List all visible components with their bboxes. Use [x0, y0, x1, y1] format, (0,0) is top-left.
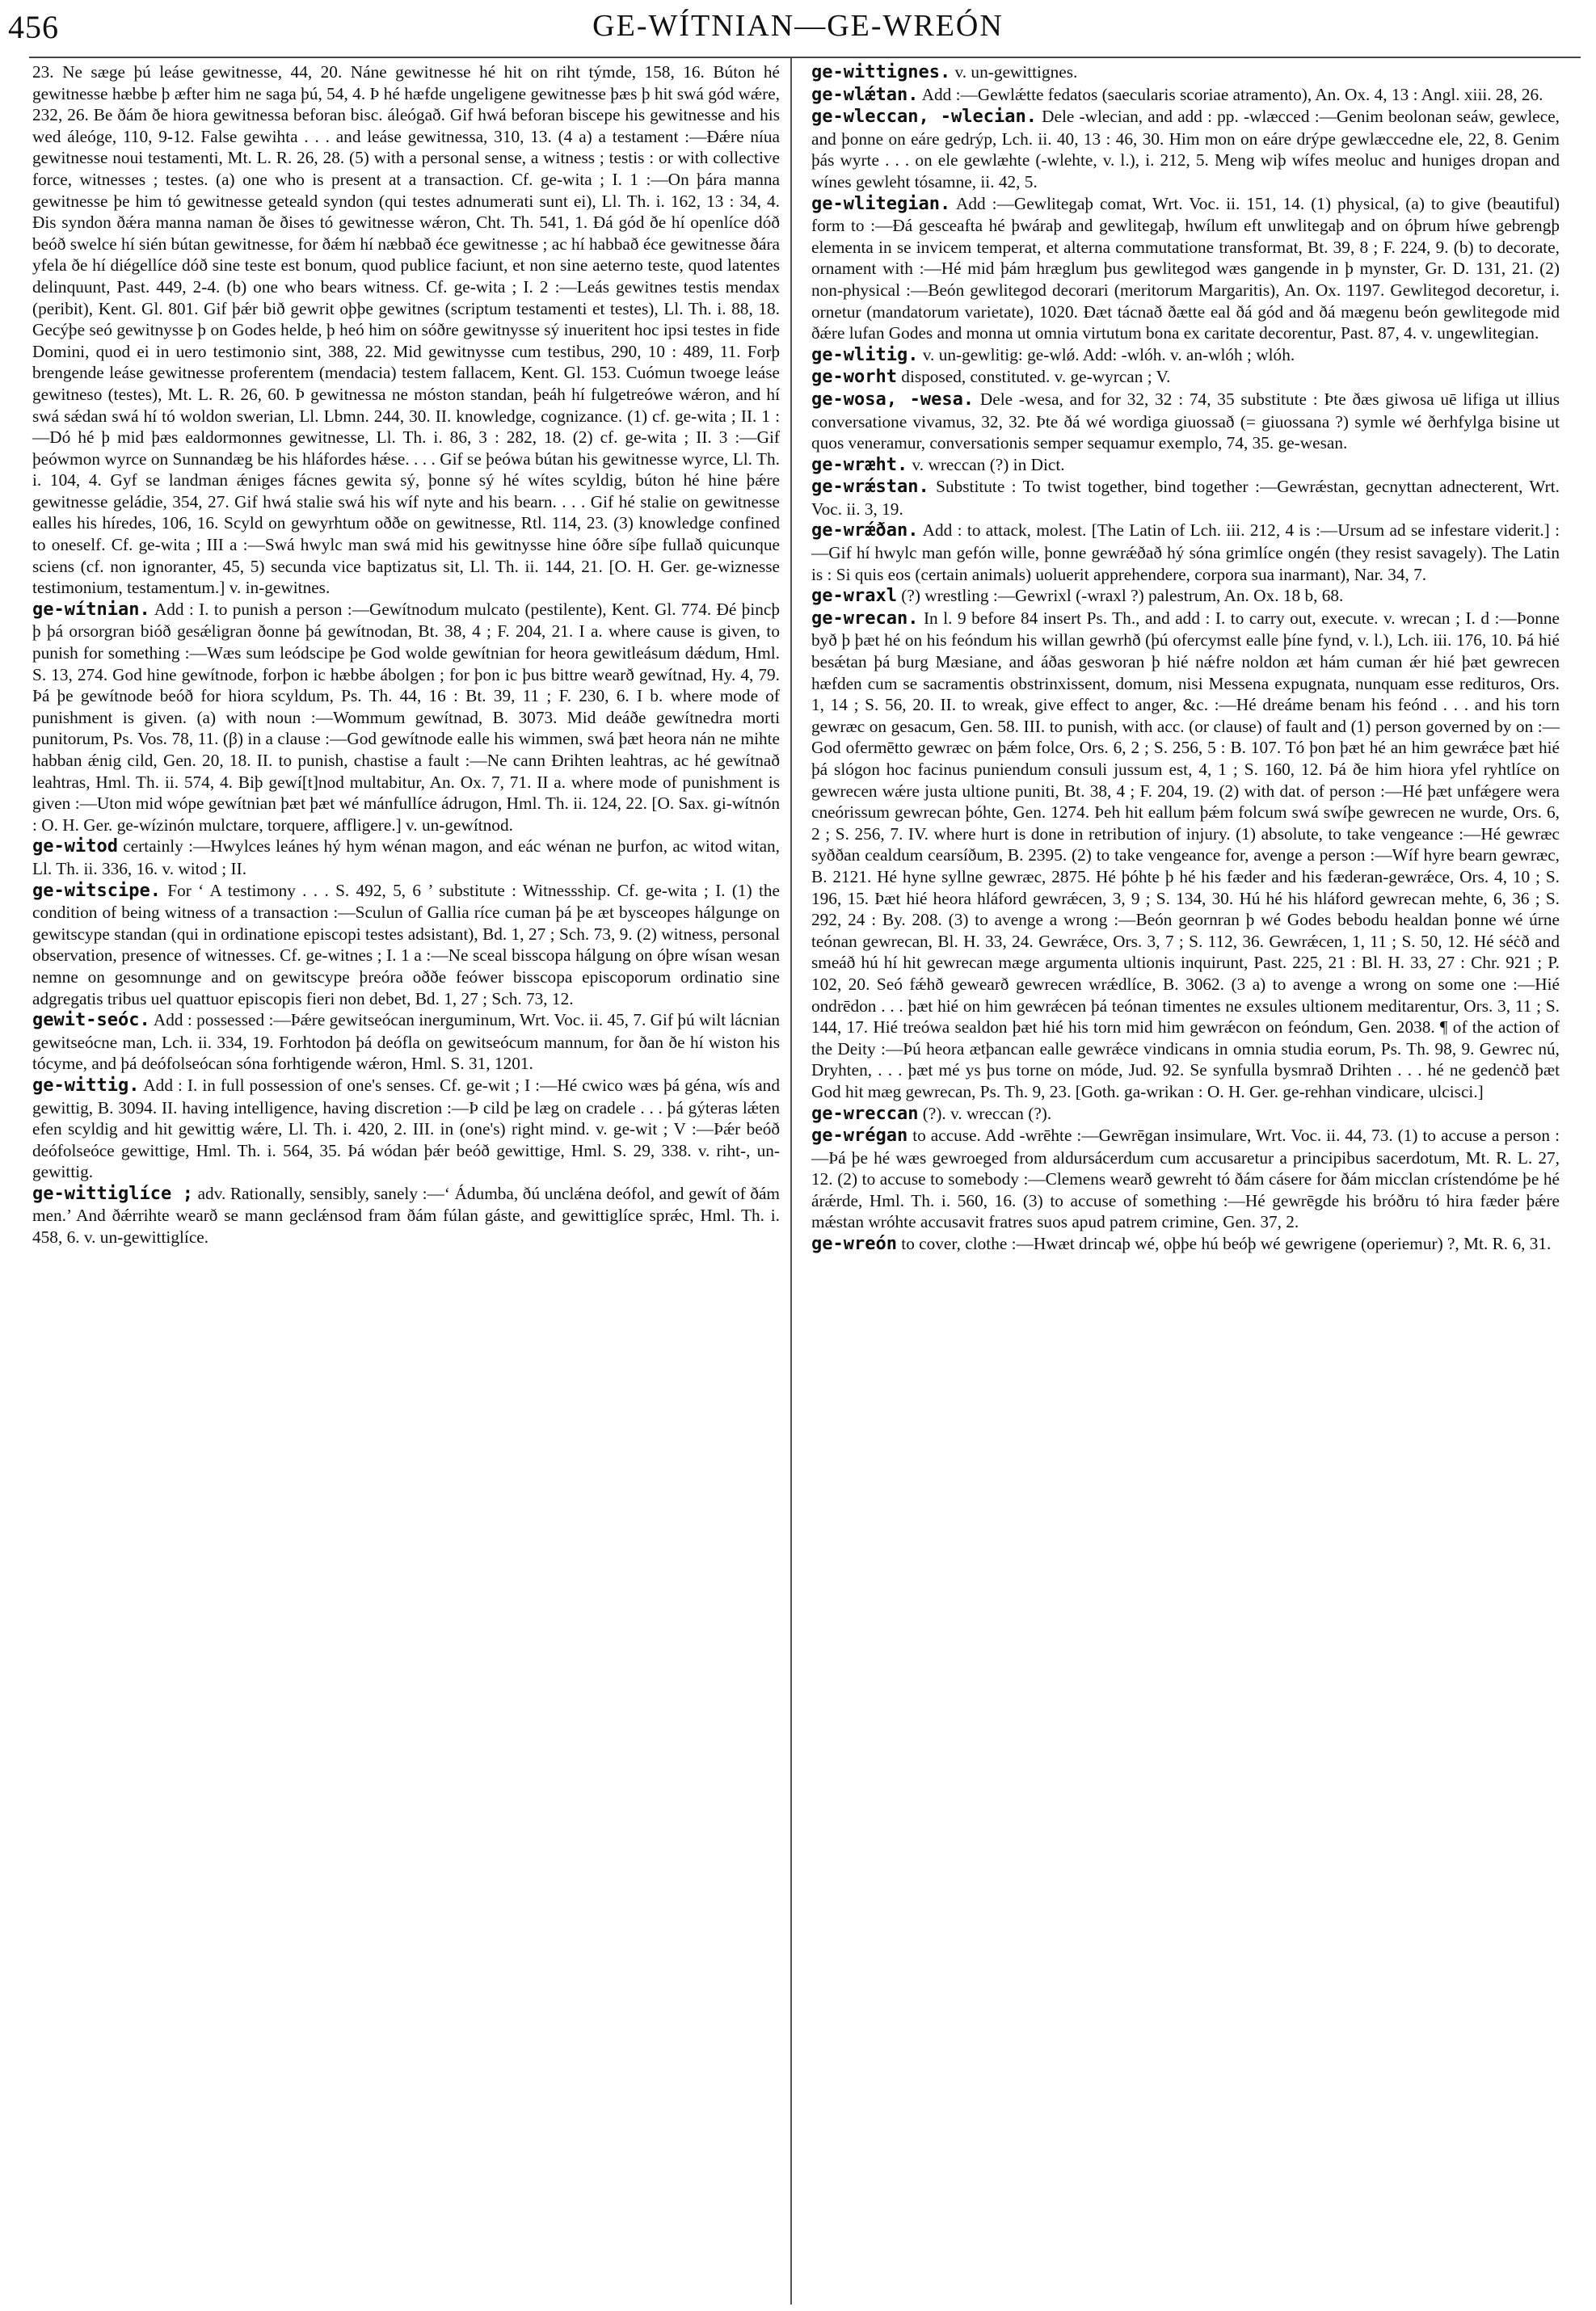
dictionary-entry	[32, 880, 780, 1010]
entry-headword: ge-wleccan, -wlecian.	[811, 107, 1037, 128]
entry-headword: ge-witscipe.	[32, 880, 161, 901]
entry-text: Dele -wlecian, and add : pp. -wlæcced :—Genim beolonan seáw, gewlece, and þonne on eáre gedrýp, Lch. ii. 40, 13 : 46, 30. Him mon on eáre drýpe gewlæccedne ele, 22, 8. Genim þás wyrte . . . on ele gewlæhte (-wlehte, v. l.), i. 212, 5. Meng wiþ wífes meoluc and huniges dropan and wínes gewleht tósamne, ii. 42, 5.	[811, 107, 1560, 192]
dictionary-entry	[32, 1009, 780, 1075]
entry-headword: ge-wítnian.	[32, 599, 150, 620]
dictionary-entry	[811, 106, 1560, 192]
header-rule	[29, 57, 1581, 58]
dictionary-entry	[811, 1125, 1560, 1233]
entry-text: disposed, constituted. v. ge-wyrcan ; V.	[901, 367, 1171, 387]
entry-text: 23. Ne sæge þú leáse gewitnesse, 44, 20. Náne gewitnesse hé hit on riht týmde, 158, 16. Búton hé gewitnesse hæbbe þ æfter him ne saga þú, 54, 4. Þ hé hæfde ungeligene gewitnesse þæs þ hit swá gód wǽre, 232, 26. Be ðám ðe hiora gewitnessa beforan bisc. áleógað. Gif hwá beforan biscepe his gewitnesse and his wed áleóge, 110, 9-12. False gewihta . . . and leáse gewitnessa, 310, 13. (4 a) a testament :—Ðǽre níua gewitnesse noui testamenti, Mt. L. R. 26, 28. (5) with a personal sense, a witness ; testis : or with collective force, witnesses ; testes. (a) one who is present at a transaction. Cf. ge-wita ; I. 1 :—On þára manna gewitnesse þe him tó gewitnesse geteald syndon (qui testes adnumerati sunt ei), Ll. Th. i. 162, 13 : 34, 4. Ðis syndon ðǽra manna naman ðe ðises tó gewitnesse wǽron, Cht. Th. 541, 1. Ðá gód ðe hí openlíce dóð beóð swelce hí sién bútan gewitnesse, for ðǽm hí næbbað éce gewitnesse ; ac hí habbað éce gewitnesse ðára yfela ðe hí diégellíce dóð sine teste est bonum, quod publice faciunt, et non sine aeterno teste, quod latentes delinquunt, Past. 449, 2-4. (b) one who bears witness. Cf. ge-wita ; I. 2 :—Leás gewitnes testis mendax (peribit), Kent. Gl. 801. Gif þǽr bið gewrit oþþe gewitnes (scriptum testamenti et testes), Ll. Th. i. 88, 18. Gecýþe seó gewitnysse þ on Godes helde, þ heó him on sóðre gewitnysse sý inueritent hoc ipsi testes in fide Domini, quod ei in uero testimonio sint, 388, 22. Mid gewitnysse cum testibus, 290, 10 : 489, 11. Forþ brengende leáse gewitnesse proferentem (mendacia) testem fallacem, Kent. Gl. 153. Cuómun twoege leáse gewitneso (testes), Mt. L. R. 26, 60. Þ gewitnessa ne móston standan, þeáh hí fulgetreówe wǽron, and hí swá sǽdan swá hí tó woldon swerian, Ll. Lbmn. 244, 30. II. knowledge, cognizance. (1) cf. ge-wita ; II. 1 :—Dó hé þ mid þæs ealdormonnes gewitnesse, Ll. Th. i. 86, 3 : 282, 18. (2) cf. ge-wita ; II. 3 :—Gif þeówmon wyrce on Sunnandæg be his hláfordes hǽse. . . . Gif se þeówa bútan his gewitnesse wyrce, Ll. Th. i. 104, 4. Gyf se landman ǽniges fácnes gewita sý, þonne sý hé wítes scyldig, búton hé hine þǽre gewitnesse geládie, 354, 27. Gif hwá stalie swá his wíf nyte and his bearn. . . . Gif hé stalie on gewitnesse ealles his híredes, 106, 16. Scyld on gewyrhtum oððe on gewitnesse, Rtl. 114, 23. (3) knowledge confined to oneself. Cf. ge-wita ; III a :—Swá hwylc man swá mid his gewitnysse hine óðre síþe fullað quicunque sciens (cf. non ignoranter, 45, 5) secunda vice baptizatus sit, Ll. Th. ii. 144, 21. [O. H. Ger. ge-wiznesse testimonium, testamentum.] v. in-gewitnes.	[32, 62, 780, 598]
entry-text: v. wreccan (?) in Dict.	[912, 454, 1065, 474]
entry-text: Substitute : To twist together, bind together :—Gewrǽstan, gecnyttan adnecterent, Wrt. Voc. ii. 3, 19.	[811, 477, 1560, 519]
entry-text: (?) wrestling :—Gewrixl (-wraxl ?) palestrum, An. Ox. 18 b, 68.	[901, 586, 1344, 606]
entry-headword: ge-wraxl	[811, 586, 897, 607]
entry-headword: ge-wreón	[811, 1234, 897, 1255]
dictionary-entry	[811, 1233, 1560, 1256]
entry-headword: ge-wlitig.	[811, 344, 919, 365]
entry-text: v. un-gewlitig: ge-wlǿ. Add: -wlóh. v. an-wlóh ; wlóh.	[922, 344, 1295, 364]
entry-headword: ge-wrǽðan.	[811, 520, 919, 541]
entry-text: Add : possessed :—Þǽre gewitseócan inerguminum, Wrt. Voc. ii. 45, 7. Gif þú wilt lácnian gewitseócne man, Lch. ii. 334, 19. Forhtodon þá deófla on gewitseócum mannum, for ðan ðe hí wiston his tócyme, and þá deófolseócan sóna forhtigende wǽron, Hml. S. 31, 1201.	[32, 1010, 780, 1074]
entry-headword: ge-wlǽtan.	[811, 84, 919, 105]
dictionary-entry	[811, 84, 1560, 107]
entry-text: v. un-gewittignes.	[954, 62, 1078, 82]
entry-text: In l. 9 before 84 insert Ps. Th., and add : I. to carry out, execute. v. wrecan ; I. d :—Þonne byð þ þæt hé on his feóndum his willan gewrhð (þú ofercymst ealle þíne fynd, v. l.), Lch. iii. 176, 10. Þá hié besǽtan þá burg Mæsiane, and áðas gesworan þ hié nǽfre noldon æt hám cuman ǽr hié þæt gewrecen hæfden cum se sacramentis obstrinxissent, domum, nisi Messena expugnata, nunquam esse redituros, Ors. 1, 14 ; S. 56, 20. II. to wreak, give effect to anger, &c. :—Hé dreáme benam his feónd . . . and his torn gewræc on gesacum, Gen. 58. III. to punish, with acc. (or clause) of fault and (1) person governed by on :—God ofermētto gewræc on þǽm folce, Ors. 6, 2 ; S. 256, 5 : B. 107. Tó þon þæt hé an him gewrǽce þæt hié þá slógon hoc facinus puniendum consuli jussum est, 4, 1 ; S. 160, 12. Þá ðe him hiora yfel ryhtlíce on gewrecen wǽre justa ultione puniti, Bt. 38, 4 ; F. 204, 19. (2) with dat. of person :—Hé þæt unfǽgere wera cneórissum gewrecan þóhte, Gen. 1274. Þeh hit eallum þǽm folcum swá swíþe gewrecen ne wurde, Ors. 6, 2 ; S. 256, 7. IV. where hurt is done in retribution of injury. (1) absolute, to take vengeance :—Hé gewræc syððan cealdum cearsíðum, B. 2395. (2) to take vengeance for, avenge a person :—Wíf hyre bearn gewræc, B. 2121. Hé hyne syllne gewræc, 2875. Hé þóhte þ hé his fæder and his fæderan-gewrǽce, Ors. 4, 10 ; S. 196, 15. Þæt hié heora hláford gewrǽcen, 3, 9 ; S. 134, 30. Hú hé his hláford gewrecan mehte, 6, 36 ; S. 292, 24 : By. 208. (3) to avenge a wrong :—Beón geornran þ wé Godes bebodu healdan þonne wé úrne teónan gewrecan, Bl. H. 33, 24. Gewrǽce, Ors. 3, 7 ; S. 112, 36. Gewrǽcen, 1, 11 ; S. 50, 12. Hé séċð and smeáð hú hí hit gewrecan mæge argumenta ultionis inquirunt, Past. 225, 21 : Bl. H. 33, 27 : Chr. 921 ; P. 102, 20. Seó fǽhð gewearð gewrecen wrǽdlíce, B. 3062. (3 a) to avenge a wrong on some one :—Hié ondrēdon . . . þæt hié on him gewrǽcen þá teónan timentes ne exsules ultionem meditarentur, Ors. 3, 11 ; S. 144, 17. Hié treówa sealdon þæt hié his torn mid him gewrǽcon on feóndum, Gen. 2038. ¶ of the action of the Deity :—Þú heora ætþancan ealle gewrǽce vindicans in omnia studia eorum, Ps. Th. 98, 9. Gewrec nú, Dryhten, . . . þæt mé ys þus torne on móde, Jud. 92. Se synfulla bysmrað Drihten . . . hé ne gedenċð þæt God hit mæg gewrecan, Ps. Th. 9, 23. [Goth. ga-wrikan : O. H. Ger. ge-rehhan vindicare, ulcisci.]	[811, 608, 1560, 1101]
dictionary-entry	[811, 61, 1560, 84]
entry-headword: ge-wræht.	[811, 454, 908, 475]
entry-headword: ge-wittignes.	[811, 62, 951, 82]
entry-headword: ge-wrégan	[811, 1126, 908, 1147]
dictionary-entry	[32, 1183, 780, 1248]
entry-headword: ge-worht	[811, 367, 897, 388]
entry-text: Dele -wesa, and for 32, 32 : 74, 35 substitute : Þte ðæs giwosa uē lifiga ut illius conversatione vivamus, 32, 32. Þte ðá wé wordiga giuossað (= giuossana ?) symle wé ðerhfylga bisine ut quos veneramur, conversationis semper sequamur exemplo, 74, 35. ge-wesan.	[811, 389, 1560, 453]
dictionary-entry	[811, 476, 1560, 520]
dictionary-entry	[811, 389, 1560, 454]
dictionary-entry	[32, 599, 780, 836]
dictionary-entry	[32, 836, 780, 879]
entry-text: Add :—Gewlitegaþ comat, Wrt. Voc. ii. 151, 14. (1) physical, (a) to give (beautiful) form to :—Ðá gesceafta hé þwáraþ and gewlitegaþ, hwílum eft unwlitegaþ and on óþrum híwe gebrengþ elementa in se invicem temperat, et alterna commutatione transformat, Bt. 39, 8 ; F. 224, 9. (b) to decorate, ornament with :—Hé mid þám hræglum þus gewlitegod wæs gangende in þ mynster, Gr. D. 131, 21. (2) non-physical :—Beón gewlitegod decorari (meritorum Margaritis), An. Ox. 1197. Gewlitegod decoretur, i. ornetur (mandatorum varietate), 1020. Ðæt tácnað ðætte eal ðá gód and ðá mægenu beón gewlitegode mid ðǽre lufan Godes and monna ut omnia virtutum bona ex caritate decorentur, Past. 87, 4. v. ungewlitegian.	[811, 193, 1560, 343]
entry-headword: ge-wittig.	[32, 1075, 140, 1096]
entry-text: to cover, clothe :—Hwæt drincaþ wé, oþþe hú beóþ wé gewrigene (operiemur) ?, Mt. R. 6, 31.	[901, 1234, 1552, 1254]
dictionary-entry	[811, 608, 1560, 1103]
entry-headword: ge-wrecan.	[811, 608, 919, 629]
dictionary-entry	[32, 1075, 780, 1183]
dictionary-entry	[811, 344, 1560, 367]
entry-headword: ge-wrǽstan.	[811, 477, 929, 498]
entry-headword: ge-wosa, -wesa.	[811, 389, 975, 410]
dictionary-entry	[811, 193, 1560, 344]
dictionary-entry	[32, 61, 780, 599]
page-number: 456	[8, 9, 59, 45]
entry-headword: ge-wlitegian.	[811, 193, 951, 214]
entry-text: adv. Rationally, sensibly, sanely :—‘ Ádumba, ðú unclǽna deófol, and gewít of ðám men.’ And ðǽrrihte wearð se mann geclǽnsod fram ðám fúlan gáste, and gewittiglíce sprǽc, Hml. Th. i. 458, 6. v. un-gewittiglíce.	[32, 1183, 780, 1248]
entry-text: (?). v. wreccan (?).	[922, 1103, 1052, 1123]
column-divider	[790, 58, 792, 2305]
dictionary-entry	[811, 585, 1560, 608]
running-header	[0, 6, 1596, 48]
entry-text: Add : I. to punish a person :—Gewítnodum mulcato (pestilente), Kent. Gl. 774. Ðé þincþ þ þá orsorgran bióð gesǽligran ðonne þá gewítnodan, Bt. 38, 4 ; F. 204, 21. I a. where cause is given, to punish for something :—Wæs sum leódscipe þe God wolde gewítnian for heora gewitleásum dǽdum, Hml. S. 13, 274. God hine gewítnode, forþon ic hæbbe ábolgen ; for þon ic þus bittre wearð gewítnad, Hy. 4, 79. Þá þe gewítnode beóð for hiora scyldum, Ps. Th. 44, 16 : Bt. 39, 11 ; F. 230, 6. I b. where mode of punishment is given. (a) with noun :—Wommum gewítnad, B. 3073. Mid deáðe gewítnedra morti punitorum, Ps. Vos. 78, 11. (β) in a clause :—God gewítnode ealle his wimmen, swá þæt heora nán ne mihte habban ǽnig cild, Gen. 20, 18. II. to punish, chastise a fault :—Ne cann Ðrihten leahtras, ac hé gewítnað leahtras, Hml. Th. ii. 574, 4. Biþ gewí[t]nod multabitur, An. Ox. 7, 71. II a. where mode of punishment is given :—Uton mid wópe gewítnian þæt þæt wé mánfullíce ádrugon, Hml. Th. ii. 124, 22. [O. Sax. gi-wítnón : O. H. Ger. ge-wízinón mulctare, torquere, affligere.] v. un-gewítnod.	[32, 599, 780, 835]
right-column	[811, 61, 1560, 1256]
entry-text: to accuse. Add -wrēhte :—Gewrēgan insimulare, Wrt. Voc. ii. 44, 73. (1) to accuse a person :—Þá þe hé wæs gewroeged from aldursácerdum cum accusaretur a principibus sacerdotum, Mt. R. L. 27, 12. (2) to accuse to somebody :—Clemens wearð gewreht tó ðám cásere for ðám micclan crístendóme þe hé árǽrde, Hml. Th. i. 560, 16. (3) to accuse of something :—Hé gewrēgde his bróðru tó hira fæder þǽre mǽstan wróhte accusavit fratres suos apud patrem crimine, Gen. 37, 2.	[811, 1126, 1560, 1232]
entry-headword: gewit-seóc.	[32, 1010, 150, 1031]
entry-headword: ge-wreccan	[811, 1103, 919, 1124]
entry-text: Add : to attack, molest. [The Latin of Lch. iii. 212, 4 is :—Ursum ad se infestare viderit.] :—Gif hí hwylc man gefón wille, þonne gewrǽðað hý sóna grimlíce ongén (they resist savagely). The Latin is : Si quis eos (certain animals) uoluerit apprehendere, corpora sua inarmant), Nar. 34, 7.	[811, 520, 1560, 584]
dictionary-entry	[811, 520, 1560, 585]
left-column	[32, 61, 780, 1248]
dictionary-entry	[811, 366, 1560, 389]
entry-text: certainly :—Hwylces leánes hý hym wénan magon, and eác wénan ne þurfon, ac witod witan, Ll. Th. ii. 336, 16. v. witod ; II.	[32, 836, 780, 878]
entry-text: For ‘ A testimony . . . S. 492, 5, 6 ’ substitute : Witnessship. Cf. ge-wita ; I. (1) the condition of being witness of a transaction :—Sculun of Gallia ríce cuman þá þe æt bysceopes hálgunge on gewitscype standan (qui in ordinatione episcopi testes adsistant), Bd. 1, 27 ; Sch. 73, 9. (2) witness, personal observation, presence of witnesses. Cf. ge-witnes ; I. 1 a :—Ne sceal bisscopa hálgung on óþre wísan wesan nemne on gesomnunge and on gewitscype þreóra oððe feówer bisscopa episcoporum ordinatio sine adgregatis tribus uel quattuor episcopis fieri non debet, Bd. 1, 27 ; Sch. 73, 12.	[32, 880, 780, 1008]
dictionary-entry	[811, 1103, 1560, 1126]
entry-text: Add :—Gewlǽtte fedatos (saecularis scoriae atramento), An. Ox. 4, 13 : Angl. xiii. 28, 26.	[921, 84, 1543, 104]
entry-headword: ge-wittiglíce ;	[32, 1183, 193, 1204]
entry-headword: ge-witod	[32, 836, 118, 857]
entry-text: Add : I. in full possession of one's senses. Cf. ge-wit ; I :—Hé cwico wæs þá géna, wís and gewittig, B. 3094. II. having intelligence, having discretion :—Þ cild þe læg on cradele . . . þá gýteras lǽten efen scyldig and hit gewittig wǽre, Ll. Th. i. 420, 2. III. in (one's) right mind. v. ge-wit ; V :—Þǽr beóð deófolseóce gewittige, Hml. Th. i. 564, 35. Þá wódan þǽr beóð gewittige, Hml. S. 29, 338. v. riht-, un-gewittig.	[32, 1075, 780, 1182]
dictionary-entry	[811, 454, 1560, 477]
page-title: GE-WÍTNIAN—GE-WREÓN	[592, 9, 1004, 43]
